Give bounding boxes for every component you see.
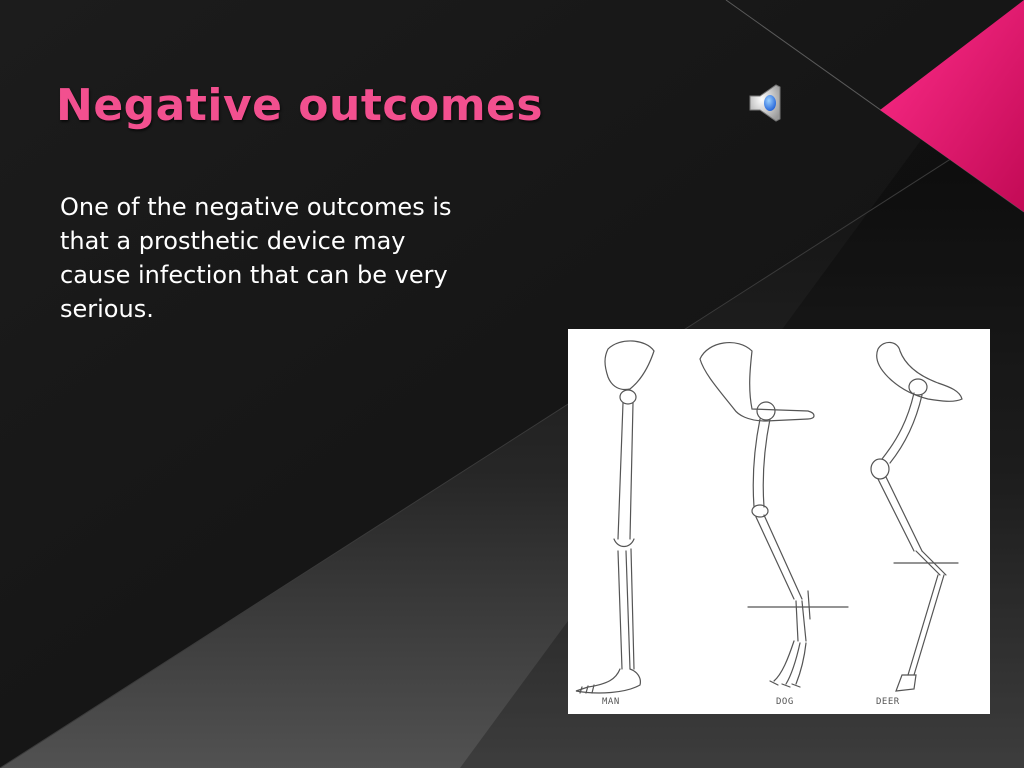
figure-label-dog: DOG [776,697,794,707]
body-text: One of the negative outcomes is that a prosthetic device may cause infection that can be very serious. [60,193,452,323]
leg-bones-illustration [568,329,990,714]
figure-label-man: MAN [602,697,620,707]
dog-leg-drawing [700,343,848,687]
slide-title: Negative outcomes [56,80,544,131]
speaker-icon[interactable] [744,82,792,124]
figure-label-deer: DEER [876,697,900,707]
human-leg-drawing [576,341,654,693]
deer-leg-drawing [871,342,962,691]
